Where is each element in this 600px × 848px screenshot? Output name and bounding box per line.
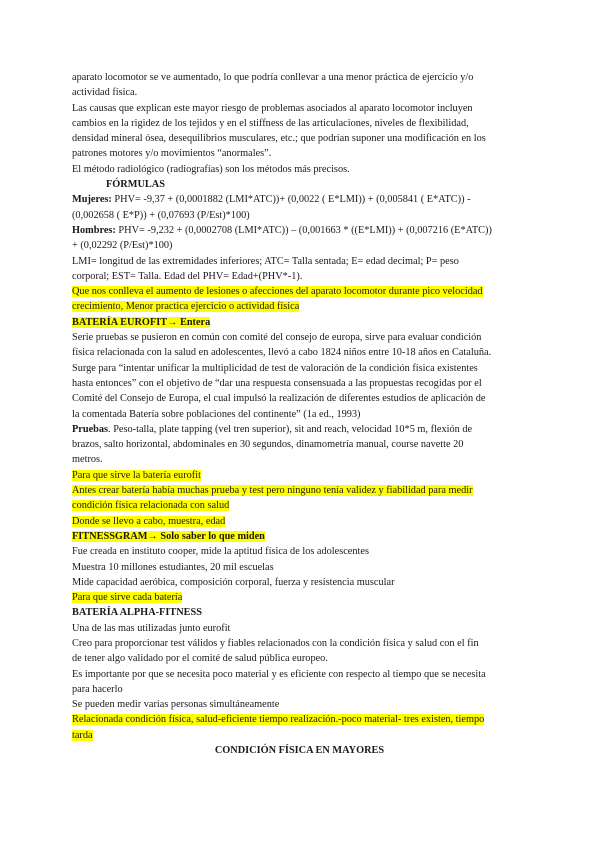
fitnessgram-line: Fue creada en instituto cooper, mide la aptitud física de los adolescentes (72, 546, 369, 558)
alpha-line: para hacerlo (72, 683, 123, 695)
highlight-text: FITNESSGRAM→ Solo saber lo que miden (72, 530, 265, 542)
intro-line: El método radiológico (radiografías) son los métodos más precisos. (72, 163, 350, 175)
intro-line: cambios en la rigidez de los tejidos y en el stiffness de las articulaciones, niveles de flexibilidad, (72, 117, 469, 129)
pruebas-text: . Peso-talla, plate tapping (vel tren superior), sit and reach, velocidad 10*5 m, flexión de (108, 423, 473, 435)
hombres-formula-cont: + (0,02292 (P/Est)*100) (72, 240, 173, 252)
eurofit-line: hasta entonces” con el objetivo de “dar una respuesta consensuada a las propuestas recogidas por el (72, 377, 482, 389)
intro-line: actividad física. (72, 87, 138, 99)
mujeres-formula-cont: (0,002658 ( E*P)) + (0,07693 (P/Est)*100) (72, 209, 250, 221)
mujeres-label: Mujeres: (72, 194, 112, 206)
fitnessgram-line: Mide capacidad aeróbica, composición corporal, fuerza y resistencia muscular (72, 576, 395, 588)
highlight-text: BATERÍA EUROFIT→ Entera (72, 316, 211, 328)
pruebas-line (72, 422, 527, 437)
alpha-line: Una de las mas utilizadas junto eurofit (72, 622, 231, 634)
eurofit-line: Serie pruebas se pusieron en común con comité del consejo de europa, sirve para evaluar condición (72, 332, 482, 344)
hombres-label: Hombres: (72, 224, 116, 236)
highlighted-note (72, 514, 527, 529)
pruebas-line: brazos, salto horizontal, abdominales en 30 segundos, dinamometría manual, course navette 20 (72, 439, 464, 451)
highlighted-note (72, 299, 527, 314)
highlight-text: Que nos conlleva el aumento de lesiones o afecciones del aparato locomotor durante pico velocidad (72, 286, 483, 298)
formulas-heading: FÓRMULAS (106, 179, 165, 191)
hombres-formula: PHV= -9,232 + (0,0002708 (LMI*ATC)) – (0,001663 * ((E*LMI)) + (0,007216 (E*ATC)) (115, 224, 492, 236)
highlight-text: crecimiento, Menor practica ejercicio o actividad física (72, 301, 300, 313)
mujeres-formula: PHV= -9,37 + (0,0001882 (LMI*ATC))+ (0,0022 ( E*LMI)) + (0,005841 ( E*ATC)) - (111, 194, 471, 206)
highlighted-note (72, 468, 527, 483)
highlight-text: Donde se llevo a cabo, muestra, edad (72, 515, 226, 527)
eurofit-line: Surge para “intentar unificar la multiplicidad de test de valoración de la condición física existentes (72, 362, 478, 374)
hombres-formula-line (72, 223, 527, 238)
highlight-text: tarda (72, 729, 93, 741)
eurofit-line: la comentada Batería sobre poblaciones del continente” (1a ed., 1993) (72, 408, 361, 420)
eurofit-heading (72, 315, 527, 330)
intro-line: densidad mineral ósea, desequilibrios musculares, etc.; que podrían suponer una modificación en los (72, 133, 486, 145)
fitnessgram-heading (72, 529, 527, 544)
highlight-text: condición física relacionada con salud (72, 500, 230, 512)
highlighted-note (72, 590, 527, 605)
mayores-heading: CONDICIÓN FÍSICA EN MAYORES (214, 745, 385, 757)
document-page (72, 70, 527, 758)
alpha-line: Es importante por que se necesita poco material y es eficiente con respecto al tiempo que se necesita (72, 668, 486, 680)
highlighted-note (72, 483, 527, 498)
highlight-text: Para que sirve cada batería (72, 592, 183, 604)
alpha-line: de tener algo validado por el comité de salud pública europeo. (72, 653, 328, 665)
legend-line: LMI= longitud de las extremidades inferiores; ATC= Talla sentada; E= edad decimal; P= peso (72, 255, 459, 267)
pruebas-line: metros. (72, 454, 103, 466)
legend-line: corporal; EST= Talla. Edad del PHV= Edad+(PHV*-1). (72, 270, 303, 282)
intro-line: Las causas que explican este mayor riesgo de problemas asociados al aparato locomotor incluyen (72, 102, 473, 114)
alpha-fitness-heading: BATERÍA ALPHA-FITNESS (72, 607, 202, 619)
intro-line: aparato locomotor se ve aumentado, lo que podría conllevar a una menor práctica de ejercicio y/o (72, 72, 474, 83)
highlight-text: Antes crear batería había muchas prueba y test pero ninguno tenía validez y fiabilidad para medir (72, 485, 473, 497)
highlight-text: Para que sirve la batería eurofit (72, 469, 201, 481)
highlighted-note (72, 728, 527, 743)
fitnessgram-line: Muestra 10 millones estudiantes, 20 mil escuelas (72, 561, 274, 573)
highlight-text: Relacionada condición física, salud-eficiente tiempo realización.-poco material- tres existen, tiempo (72, 714, 485, 726)
eurofit-line: Comité del Consejo de Europa, el cual impulsó la realización de diferentes estudios de aplicación de (72, 393, 486, 405)
mujeres-formula-line (72, 192, 527, 207)
intro-line: patrones motores y/o movimientos “anormales”. (72, 148, 272, 160)
alpha-line: Se pueden medir varias personas simultáneamente (72, 699, 280, 711)
highlighted-note (72, 498, 527, 513)
alpha-line: Creo para proporcionar test válidos y fiables relacionados con la condición física y salud con el fin (72, 637, 479, 649)
highlighted-note (72, 712, 527, 727)
highlighted-note (72, 284, 527, 299)
pruebas-label: Pruebas (72, 423, 109, 435)
eurofit-line: física relacionada con la salud en adolescentes, llevó a cabo 1824 niños entre 10-18 años en Cataluña. (72, 347, 492, 359)
